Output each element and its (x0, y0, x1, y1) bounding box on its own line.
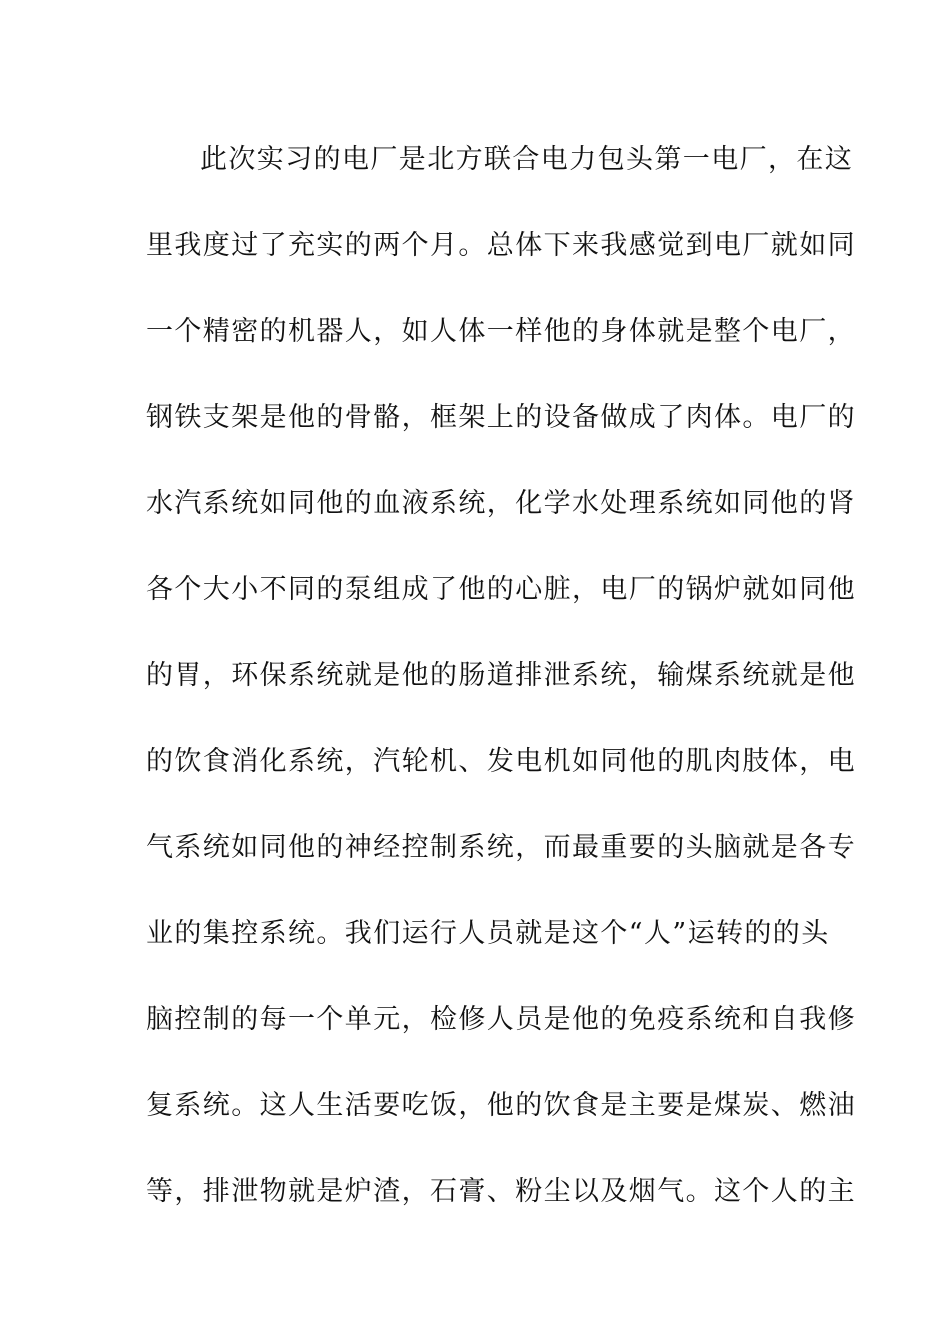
paragraph-line-2: 里我度过了充实的两个月。总体下来我感觉到电厂就如同 (146, 230, 856, 261)
paragraph-line-3: 一个精密的机器人，如人体一样他的身体就是整个电厂， (146, 316, 856, 347)
paragraph-line-5: 水汽系统如同他的血液系统，化学水处理系统如同他的肾 (146, 488, 856, 519)
paragraph-line-8: 的饮食消化系统，汽轮机、发电机如同他的肌肉肢体，电 (146, 746, 856, 777)
paragraph-line-13: 等，排泄物就是炉渣，石膏、粉尘以及烟气。这个人的主 (146, 1176, 856, 1207)
body-paragraph (146, 137, 856, 1255)
paragraph-line-11: 脑控制的每一个单元，检修人员是他的免疫系统和自我修 (146, 1004, 856, 1035)
paragraph-line-12: 复系统。这人生活要吃饭，他的饮食是主要是煤炭、燃油 (146, 1090, 856, 1121)
paragraph-line-6: 各个大小不同的泵组成了他的心脏，电厂的锅炉就如同他 (146, 574, 856, 605)
paragraph-line-9: 气系统如同他的神经控制系统，而最重要的头脑就是各专 (146, 832, 856, 863)
paragraph-line-7: 的胃，环保系统就是他的肠道排泄系统，输煤系统就是他 (146, 660, 856, 691)
paragraph-line-4: 钢铁支架是他的骨骼，框架上的设备做成了肉体。电厂的 (146, 402, 856, 433)
paragraph-line-1: 此次实习的电厂是北方联合电力包头第一电厂，在这 (200, 144, 854, 175)
paragraph-line-10: 业的集控系统。我们运行人员就是这个“人”运转的的头 (146, 918, 830, 949)
